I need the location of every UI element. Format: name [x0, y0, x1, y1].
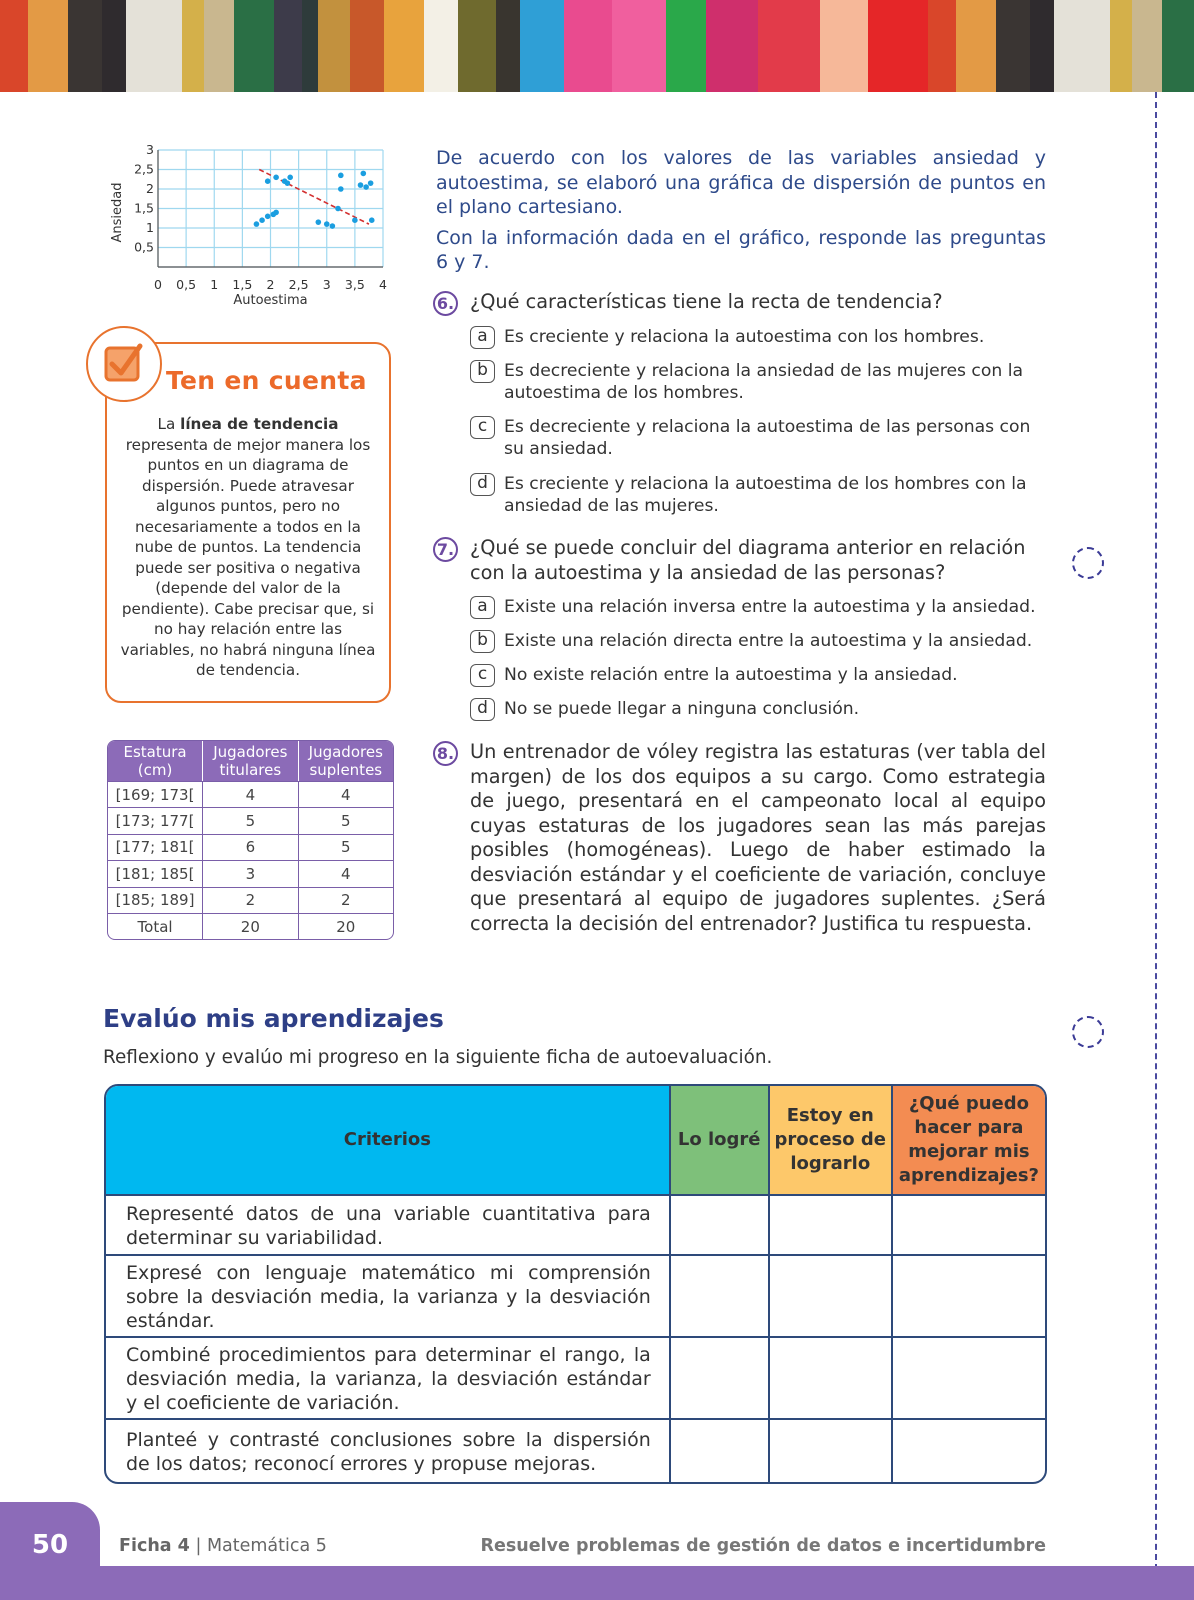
band-stripe — [666, 0, 706, 92]
criterion-text: Combiné procedimientos para determinar el rango, la desviación media, la varianza, la desviación estándar y el coeficiente de variación. — [106, 1338, 671, 1420]
lo-logre-cell[interactable] — [671, 1196, 770, 1256]
option-letter: a — [470, 596, 495, 619]
band-stripe — [496, 0, 520, 92]
option-letter: d — [470, 698, 495, 721]
band-stripe — [820, 0, 868, 92]
intro-paragraph: De acuerdo con los valores de las variables ansiedad y autoestima, se elaboró una gráfica de dispersión de puntos en el plano cartesiano. — [436, 147, 1046, 218]
footer-topic: Resuelve problemas de gestión de datos e incertidumbre — [480, 1536, 1046, 1556]
question-6-option-a[interactable] — [470, 326, 1046, 348]
header-mejorar: ¿Qué puedo hacer para mejorar mis aprendizajes? — [893, 1086, 1045, 1196]
en-proceso-cell[interactable] — [770, 1196, 893, 1256]
band-stripe — [564, 0, 612, 92]
dashed-circle-marker — [1072, 547, 1104, 579]
lo-logre-cell[interactable] — [671, 1256, 770, 1338]
criterion-text: Planteé y contrasté conclusiones sobre la dispersión de los datos; reconocí errores y propuse mejoras. — [106, 1420, 671, 1482]
footer-subject: Matemática 5 — [206, 1536, 327, 1556]
question-number-6: 6. — [433, 291, 458, 316]
dashed-circle-marker — [1072, 1016, 1104, 1048]
lo-logre-cell[interactable] — [671, 1338, 770, 1420]
data-point — [338, 173, 344, 179]
table-row — [106, 1338, 1045, 1420]
band-stripe — [102, 0, 126, 92]
table-cell: 2 — [203, 887, 298, 913]
option-text: Es decreciente y relaciona la ansiedad de las mujeres con la autoestima de los hombres. — [504, 361, 1024, 403]
table-cell: [185; 189] — [108, 887, 203, 913]
data-point — [352, 217, 358, 223]
question-6-option-c[interactable] — [470, 416, 1046, 460]
band-stripe — [318, 0, 350, 92]
data-point — [265, 214, 271, 220]
band-stripe — [956, 0, 996, 92]
page-edge-dashed-line — [1155, 92, 1157, 1600]
criterion-text: Expresé con lenguaje matemático mi comprensión sobre la desviación media, la varianza y la desviación estándar. — [106, 1256, 671, 1338]
y-tick-label: 2 — [146, 181, 154, 196]
y-tick-label: 0,5 — [134, 239, 154, 255]
footer-ficha-label: Ficha 4 — [119, 1536, 190, 1556]
question-7-text: ¿Qué se puede concluir del diagrama anterior en relación con la autoestima y la ansiedad de las personas? — [470, 536, 1026, 584]
intro-text — [436, 146, 1046, 275]
question-number-8: 8. — [433, 741, 458, 766]
footer-separator: | — [195, 1536, 202, 1556]
table-cell: 20 — [299, 913, 393, 939]
heights-table — [107, 740, 394, 940]
x-tick-label: 2,5 — [288, 277, 309, 292]
table-cell: [181; 185[ — [108, 860, 203, 886]
data-point — [254, 221, 260, 227]
option-text: Es decreciente y relaciona la autoestima de las personas con su ansiedad. — [504, 417, 1031, 459]
band-stripe — [612, 0, 666, 92]
mejorar-cell[interactable] — [893, 1196, 1045, 1256]
band-stripe — [758, 0, 820, 92]
band-stripe — [28, 0, 68, 92]
header-criterios: Criterios — [106, 1086, 671, 1196]
x-tick-label: 2 — [266, 277, 275, 292]
evaluation-subtitle: Reflexiono y evalúo mi progreso en la siguiente ficha de autoevaluación. — [103, 1047, 773, 1068]
table-cell: 3 — [203, 860, 298, 886]
table-header: Jugadores titulares — [203, 741, 298, 781]
table-row — [108, 781, 393, 807]
page-number: 50 — [31, 1530, 69, 1560]
x-tick-label: 3,5 — [344, 277, 365, 292]
option-text: No existe relación entre la autoestima y la ansiedad. — [504, 665, 958, 685]
question-8-text: Un entrenador de vóley registra las estaturas (ver tabla del margen) de los dos equipos a su cargo. Como estrategia de juego, presentará en el campeonato local al equipo cuyas estaturas de los jugadores sean las más parejas posibles (homogéneas). Luego de haber estimado la desviación estándar y el coeficiente de variación, concluye que presentará al equipo de jugadores suplentes. ¿Será correcta la decisión del entrenador? Justifica tu respuesta. — [470, 740, 1046, 935]
band-stripe — [126, 0, 182, 92]
band-stripe — [68, 0, 102, 92]
en-proceso-cell[interactable] — [770, 1256, 893, 1338]
mejorar-cell[interactable] — [893, 1256, 1045, 1338]
band-stripe — [182, 0, 204, 92]
band-stripe — [1132, 0, 1162, 92]
scatter-chart — [108, 140, 398, 305]
band-stripe — [1030, 0, 1054, 92]
option-text: No se puede llegar a ninguna conclusión. — [504, 699, 860, 719]
data-point — [316, 219, 322, 225]
evaluation-title: Evalúo mis aprendizajes — [103, 1004, 444, 1033]
band-stripe — [928, 0, 956, 92]
table-cell: 2 — [299, 887, 393, 913]
table-row — [108, 834, 393, 860]
option-text: Existe una relación inversa entre la autoestima y la ansiedad. — [504, 597, 1036, 617]
band-stripe — [204, 0, 234, 92]
band-stripe — [458, 0, 496, 92]
y-axis-label: Ansiedad — [110, 182, 125, 243]
table-row — [106, 1256, 1045, 1338]
table-cell: 4 — [203, 781, 298, 807]
table-header: Jugadores suplentes — [299, 741, 393, 781]
intro-paragraph: Con la información dada en el gráfico, responde las preguntas 6 y 7. — [436, 226, 1046, 273]
criterion-text: Representé datos de una variable cuantitativa para determinar su variabilidad. — [106, 1196, 671, 1256]
option-letter: b — [470, 360, 495, 383]
band-stripe — [274, 0, 302, 92]
header-lo-logre: Lo logré — [671, 1086, 770, 1196]
lo-logre-cell[interactable] — [671, 1420, 770, 1482]
question-number-7: 7. — [433, 537, 458, 562]
question-6-text: ¿Qué características tiene la recta de tendencia? — [470, 290, 943, 313]
question-7-option-c[interactable] — [470, 664, 1046, 686]
table-row — [106, 1196, 1045, 1256]
data-point — [368, 180, 374, 186]
table-cell: 4 — [299, 781, 393, 807]
question-6-option-b[interactable] — [470, 360, 1046, 404]
data-point — [338, 186, 344, 192]
x-tick-label: 4 — [379, 277, 387, 292]
option-text: Es creciente y relaciona la autoestima de los hombres con la ansiedad de las mujeres. — [504, 474, 1027, 516]
option-letter: b — [470, 630, 495, 653]
band-stripe — [234, 0, 274, 92]
table-row — [108, 887, 393, 913]
question-7-option-a[interactable] — [470, 596, 1046, 618]
band-stripe — [350, 0, 384, 92]
data-point — [324, 221, 330, 227]
table-cell: 20 — [203, 913, 298, 939]
table-cell: 4 — [299, 860, 393, 886]
table-cell: [169; 173[ — [108, 781, 203, 807]
y-tick-label: 1,5 — [134, 200, 154, 216]
data-point — [273, 175, 279, 181]
footer-band — [0, 1566, 1194, 1600]
y-tick-label: 1 — [146, 220, 154, 235]
x-tick-label: 0 — [154, 277, 162, 292]
table-row — [108, 860, 393, 886]
table-cell: Total — [108, 913, 203, 939]
mejorar-cell[interactable] — [893, 1338, 1045, 1420]
band-stripe — [0, 0, 28, 92]
option-letter: c — [470, 416, 495, 439]
option-letter: d — [470, 473, 495, 496]
x-tick-label: 3 — [322, 277, 331, 292]
tip-title: Ten en cuenta — [166, 366, 367, 395]
decorative-header-band — [0, 0, 1194, 92]
x-tick-label: 1,5 — [232, 277, 253, 292]
band-stripe — [1162, 0, 1194, 92]
en-proceso-cell[interactable] — [770, 1338, 893, 1420]
x-tick-label: 0,5 — [176, 277, 197, 292]
table-cell: 5 — [299, 807, 393, 833]
data-point — [363, 184, 369, 190]
mejorar-cell[interactable] — [893, 1420, 1045, 1482]
option-text: Existe una relación directa entre la autoestima y la ansiedad. — [504, 631, 1033, 651]
table-header: Estatura (cm) — [108, 741, 203, 781]
data-point — [265, 178, 271, 184]
option-letter: a — [470, 326, 495, 349]
data-point — [361, 171, 367, 177]
option-letter: c — [470, 664, 495, 687]
band-stripe — [384, 0, 424, 92]
en-proceso-cell[interactable] — [770, 1420, 893, 1482]
self-evaluation-table — [104, 1084, 1047, 1484]
table-cell: [173; 177[ — [108, 807, 203, 833]
question-7-option-d[interactable] — [470, 698, 1046, 720]
question-7-option-b[interactable] — [470, 630, 1046, 652]
band-stripe — [1110, 0, 1132, 92]
band-stripe — [520, 0, 564, 92]
x-axis-label: Autoestima — [233, 293, 308, 305]
band-stripe — [996, 0, 1030, 92]
data-point — [285, 180, 291, 186]
tip-text: La línea de tendencia representa de mejor manera los puntos en un diagrama de dispersión. Puede atravesar algunos puntos, pero no necesariamente a todos en la nube de puntos. La tendencia puede ser positiva o negativa (depende del valor de la pendiente). Cabe precisar que, si no hay relación entre las variables, no habrá ninguna línea de tendencia. — [120, 415, 376, 679]
footer-ficha — [119, 1536, 327, 1556]
table-row — [108, 913, 393, 939]
band-stripe — [868, 0, 928, 92]
band-stripe — [424, 0, 458, 92]
band-stripe — [302, 0, 318, 92]
table-cell: 6 — [203, 834, 298, 860]
table-row — [108, 807, 393, 833]
data-point — [330, 223, 336, 229]
data-point — [369, 217, 375, 223]
data-point — [287, 175, 293, 181]
data-point — [335, 206, 341, 212]
y-tick-label: 3 — [146, 142, 154, 157]
table-cell: 5 — [203, 807, 298, 833]
band-stripe — [1054, 0, 1110, 92]
table-cell: 5 — [299, 834, 393, 860]
y-tick-label: 2,5 — [134, 161, 154, 177]
question-6-option-d[interactable] — [470, 473, 1046, 517]
checkbox-tip-icon — [86, 326, 162, 402]
header-en-proceso: Estoy en proceso de lograrlo — [770, 1086, 893, 1196]
option-text: Es creciente y relaciona la autoestima con los hombres. — [504, 327, 985, 347]
data-point — [273, 210, 279, 216]
data-point — [259, 217, 265, 223]
band-stripe — [706, 0, 758, 92]
data-point — [358, 182, 364, 188]
x-tick-label: 1 — [210, 277, 219, 292]
table-cell: [177; 181[ — [108, 834, 203, 860]
table-row — [106, 1420, 1045, 1482]
